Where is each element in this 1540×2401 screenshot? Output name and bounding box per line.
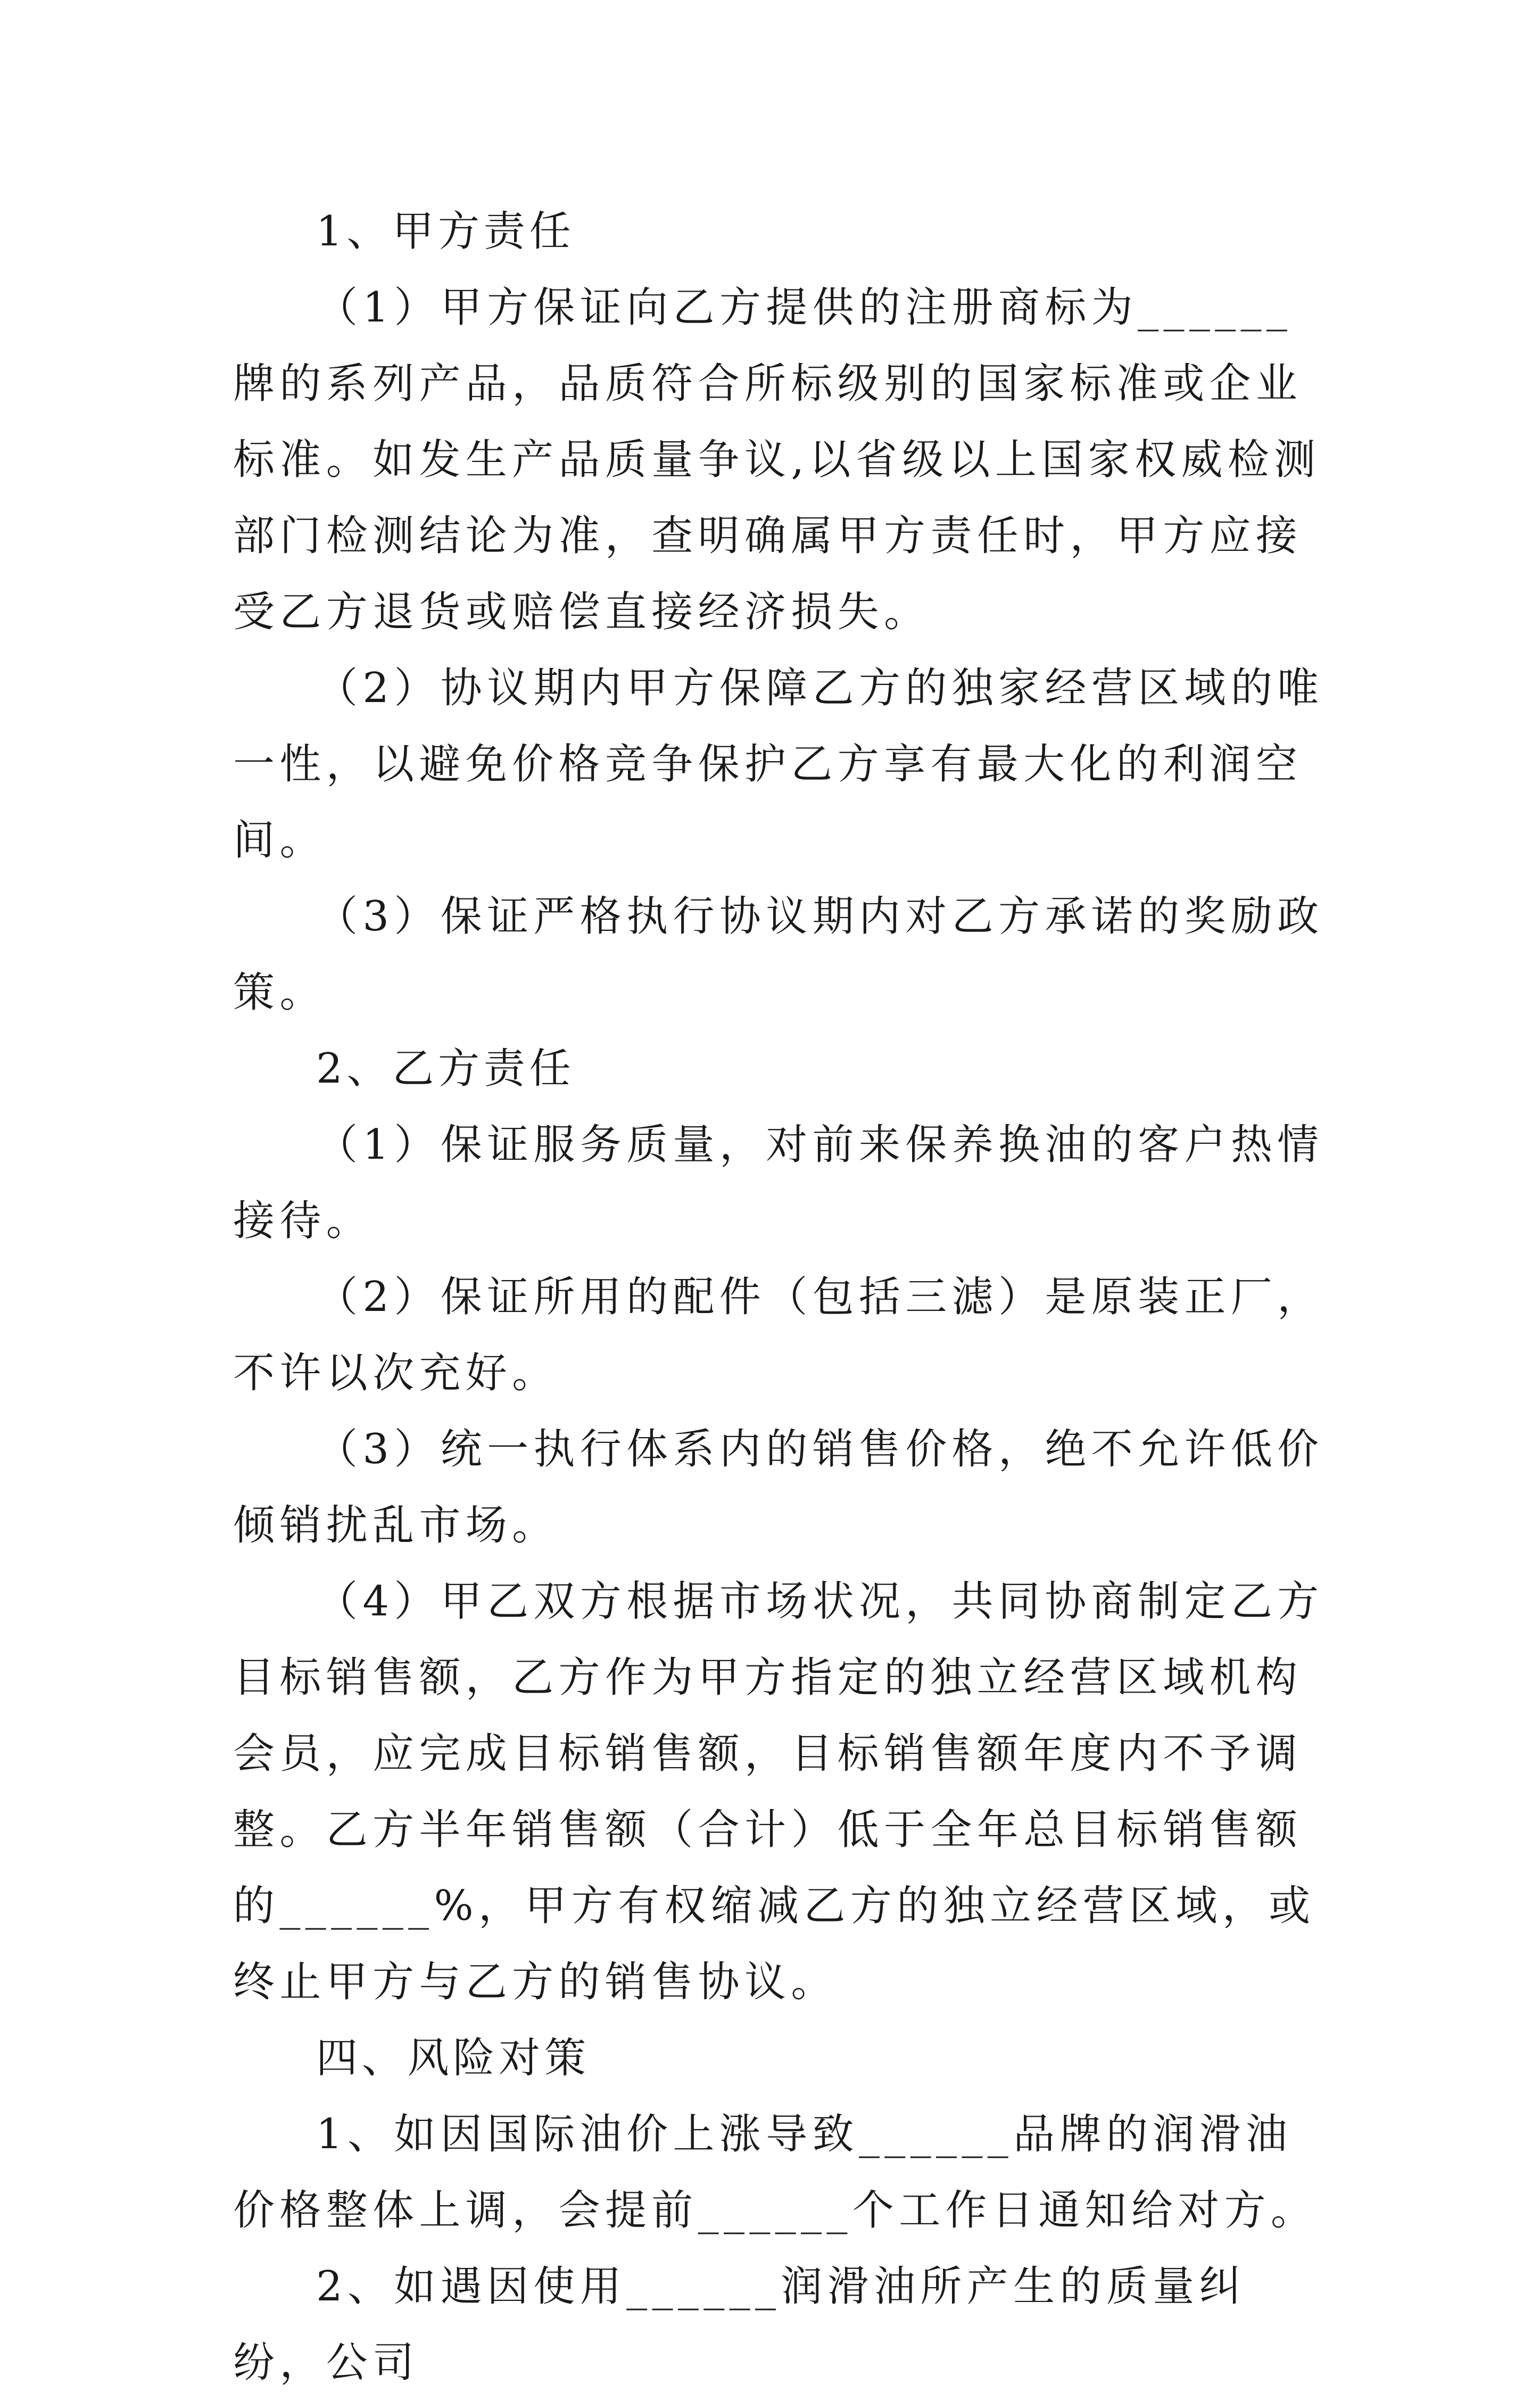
clause-a-3: （3）保证严格执行协议期内对乙方承诺的奖励政策。: [233, 893, 1324, 1017]
clause-b-2: （2）保证所用的配件（包括三滤）是原装正厂，不许以次充好。: [233, 1273, 1324, 1397]
clause-b-1: （1）保证服务质量，对前来保养换油的客户热情接待。: [233, 1121, 1324, 1245]
clause-b-3: （3）统一执行体系内的销售价格，绝不允许低价倾销扰乱市场。: [233, 1425, 1324, 1549]
clause-a-2: （2）协议期内甲方保障乙方的独家经营区域的唯一性，以避免价格竞争保护乙方享有最大化的利润空间。: [233, 664, 1324, 864]
section-heading-party-b: 2、乙方责任: [316, 1045, 575, 1093]
clause-b-4: （4）甲乙双方根据市场状况，共同协商制定乙方目标销售额，乙方作为甲方指定的独立经营区域机构会员，应完成目标销售额，目标销售额年度内不予调整。乙方半年销售额（合计）低于全年总目标销售额的______%，甲方有权缩减乙方的独立经营区域，或终止甲方与乙方的销售协议。: [233, 1578, 1324, 2006]
risk-clause-2: 2、如遇因使用______润滑油所产生的质量纠纷，公司: [233, 2263, 1246, 2387]
risk-clause-1: 1、如因国际油价上涨导致______品牌的润滑油价格整体上调，会提前______个工作日通知给对方。: [233, 2110, 1318, 2234]
section-heading-party-a: 1、甲方责任: [316, 208, 575, 255]
section-heading-risk: 四、风险对策: [316, 2034, 590, 2082]
clause-a-1: （1）甲方保证向乙方提供的注册商标为______牌的系列产品，品质符合所标级别的国家标准或企业标准。如发生产品质量争议,以省级以上国家权威检测部门检测结论为准，查明确属甲方责任时，甲方应接受乙方退货或赔偿直接经济损失。: [233, 284, 1321, 636]
document-body: [233, 194, 1329, 2401]
